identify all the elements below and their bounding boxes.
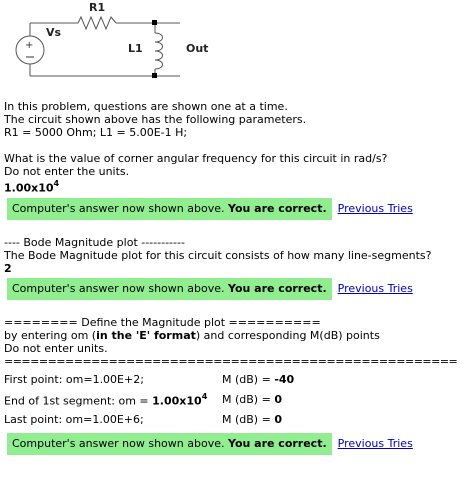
q3-text-1: by entering om (in the 'E' format) and corresponding M(dB) points: [4, 328, 380, 342]
magnitude-points-table: [4, 370, 466, 430]
intro-line-2: The circuit shown above has the following parameters.: [4, 113, 307, 126]
r1-label: R1: [89, 1, 106, 14]
l1-label: L1: [128, 42, 143, 55]
intro-line-3: R1 = 5000 Ohm; L1 = 5.00E-1 H;: [4, 126, 188, 139]
q3-header: ======== Define the Magnitude plot ==========: [4, 315, 321, 329]
q1-text-2: Do not enter the units.: [4, 165, 130, 178]
table-row: First point: om=1.00E+2; M (dB) = -40: [4, 373, 295, 387]
inductor-icon: [155, 33, 163, 69]
separator: ====================================================: [4, 354, 458, 368]
vs-label: Vs: [46, 26, 62, 39]
correct-banner: Computer's answer now shown above. You are correct.: [7, 278, 332, 300]
out-label: Out: [186, 42, 209, 55]
previous-tries-link[interactable]: Previous Tries: [337, 202, 413, 216]
table-row: End of 1st segment: om = $1.00x10^4$ M (dB) = 0: [4, 392, 282, 408]
q2-header: ---- Bode Magnitude plot -----------: [4, 235, 185, 249]
table-row: Last point: om=1.00E+6; M (dB) = 0: [4, 413, 282, 427]
intro-line-1: In this problem, questions are shown one at a time.: [4, 100, 288, 113]
correct-banner: Computer's answer now shown above. You are correct.: [7, 198, 332, 220]
q2-feedback-row: [7, 278, 466, 300]
q3-feedback-row: [7, 433, 466, 455]
q1-feedback-row: [7, 198, 466, 220]
q2-text: The Bode Magnitude plot for this circuit consists of how many line-segments?: [4, 248, 432, 262]
previous-tries-link[interactable]: Previous Tries: [337, 437, 413, 451]
q1-answer: $1.00x10^4$: [4, 179, 60, 195]
circuit-diagram: [0, 0, 230, 90]
q1-text-1: What is the value of corner angular frequency for this circuit in rad/s?: [4, 152, 388, 165]
q3-text-2: Do not enter units.: [4, 341, 108, 355]
correct-banner: Computer's answer now shown above. You are correct.: [7, 433, 332, 455]
q2-answer: 2: [4, 261, 12, 275]
previous-tries-link[interactable]: Previous Tries: [337, 282, 413, 296]
problem-content: [4, 100, 466, 458]
resistor-icon: [78, 17, 116, 29]
source-plus-sign: +: [25, 40, 34, 51]
